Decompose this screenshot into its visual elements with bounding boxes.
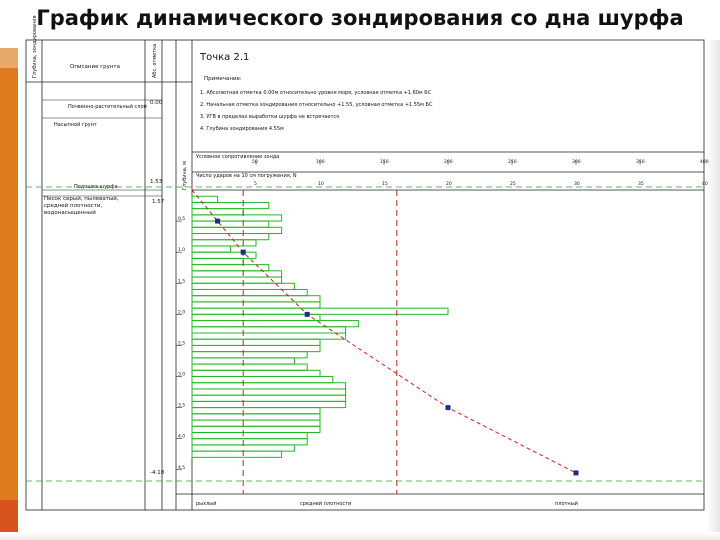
scale-row-1-label-7: 400: [700, 160, 709, 165]
depth-tick-label-4: 2.5: [178, 341, 186, 347]
scale-row-2-label-5: 30: [574, 182, 580, 187]
bar-22: [192, 333, 346, 339]
layer-label-2: Насыпной грунт: [54, 122, 97, 128]
layer-mark-3: 1.53: [150, 179, 163, 185]
bar-6: [192, 234, 269, 240]
scale-row-2-label-2: 15: [382, 182, 388, 187]
scale-row-2-label-0: 5: [254, 182, 257, 187]
note-3: 3. УГВ в пределах выработки шурфа не встречается: [200, 114, 340, 120]
bar-24: [192, 345, 320, 351]
layer-mark-4: 1.57: [152, 199, 165, 205]
bar-39: [192, 439, 307, 445]
col-title-description: Описание грунта: [70, 64, 121, 70]
drawing-frame: [26, 40, 704, 510]
bar-20: [192, 321, 358, 327]
notes-header: Примечание:: [204, 76, 242, 82]
curve-point-0: [215, 219, 220, 224]
depth-tick-label-0: 0.5: [178, 217, 186, 223]
layer-mark-1: 0.00: [150, 100, 163, 106]
curve-point-4: [574, 470, 579, 475]
scale-row-1-label-3: 200: [444, 160, 453, 165]
bar-32: [192, 395, 346, 401]
scale-row-1-label: Условное сопротивление зонда: [196, 154, 280, 160]
bar-27: [192, 364, 307, 370]
scale-row-2-label-1: 10: [318, 182, 324, 187]
bottom-label-loose: рыхлый: [196, 501, 217, 507]
bar-35: [192, 414, 320, 420]
bar-30: [192, 383, 346, 389]
bar-36: [192, 420, 320, 426]
bar-2: [192, 209, 243, 215]
bar-10: [192, 258, 243, 264]
bar-19: [192, 314, 320, 320]
bar-33: [192, 401, 346, 407]
curve-line: [192, 190, 576, 473]
frame-border: [26, 40, 704, 510]
slide-title: График динамического зондирования со дна шурфа: [36, 6, 684, 30]
bar-3: [192, 215, 282, 221]
note-1: 1. Абсолютная отметка 0.00м относительно уровня моря, условная отметка +1.60м БС: [200, 90, 432, 96]
depth-tick-label-5: 3.0: [178, 372, 186, 378]
scale-row-1-label-5: 300: [572, 160, 581, 165]
scale-row-2-label-3: 20: [446, 182, 452, 187]
bar-31: [192, 389, 346, 395]
bar-37: [192, 426, 320, 432]
scale-row-2-label-4: 25: [510, 182, 516, 187]
bar-5: [192, 227, 282, 233]
bar-13: [192, 277, 282, 283]
layer-label-4-box: [44, 196, 144, 228]
scale-row-1-label-2: 150: [380, 160, 389, 165]
col-title-abs-mark: Абс. отметка: [152, 43, 158, 78]
bar-21: [192, 327, 346, 333]
bar-25: [192, 352, 307, 358]
curve-point-1: [241, 250, 246, 255]
density-boundaries: [26, 187, 704, 494]
bar-7: [192, 240, 256, 246]
bar-28: [192, 370, 320, 376]
scale-row-2-label: Число ударов на 10 см погружения, N: [196, 173, 297, 179]
bar-16: [192, 296, 320, 302]
depth-tick-label-2: 1.5: [178, 279, 186, 285]
depth-tick-label-3: 2.0: [178, 310, 186, 316]
col-header-scale: Глубина, зондирования: [32, 15, 38, 78]
bottom-label-dense: плотный: [555, 501, 578, 507]
col-title-depth: Глубина, м: [182, 161, 188, 190]
depth-tick-label-7: 4.0: [178, 434, 186, 440]
bar-18: [192, 308, 448, 314]
bar-8: [192, 246, 230, 252]
curve-point-2: [305, 312, 310, 317]
bar-41: [192, 451, 282, 457]
layer-label-3: Подошва шурфа: [74, 184, 118, 190]
point-title: Точка 2.1: [200, 52, 250, 63]
blow-count-bars: [192, 196, 448, 457]
depth-ticks: [176, 216, 185, 471]
depth-tick-label-6: 3.5: [178, 403, 186, 409]
bar-29: [192, 377, 333, 383]
bottom-label-medium: средней плотности: [300, 501, 352, 507]
bar-15: [192, 289, 307, 295]
note-2: 2. Начальная отметка зондирования относительно +1.55, условная отметка +1.55м БС: [200, 102, 433, 108]
scale-row-2-label-6: 35: [638, 182, 644, 187]
curve-point-3: [446, 405, 451, 410]
bar-4: [192, 221, 269, 227]
bar-34: [192, 408, 320, 414]
depth-tick-label-1: 1.0: [178, 248, 186, 254]
scale-row-1-label-4: 250: [508, 160, 517, 165]
bar-17: [192, 302, 320, 308]
bar-0: [192, 196, 218, 202]
scale-row-1-label-0: 50: [252, 160, 258, 165]
layer-label-4: Песок серый, пылеватый, средней плотности, водонасыщенный: [44, 196, 119, 216]
scale-ticks: [252, 159, 709, 187]
bar-38: [192, 432, 307, 438]
layer-lines: [42, 100, 162, 196]
depth-tick-label-8: 4.5: [178, 465, 186, 471]
layer-label-1: Почвенно-растительный слой: [68, 104, 147, 110]
note-4: 4. Глубина зондирования 4.55м: [200, 126, 284, 132]
bar-23: [192, 339, 320, 345]
bottom-mark: -4.18: [150, 470, 165, 476]
scale-row-1-label-1: 100: [316, 160, 325, 165]
scale-row-2-label-7: 40: [702, 182, 708, 187]
scale-row-1-label-6: 350: [636, 160, 645, 165]
